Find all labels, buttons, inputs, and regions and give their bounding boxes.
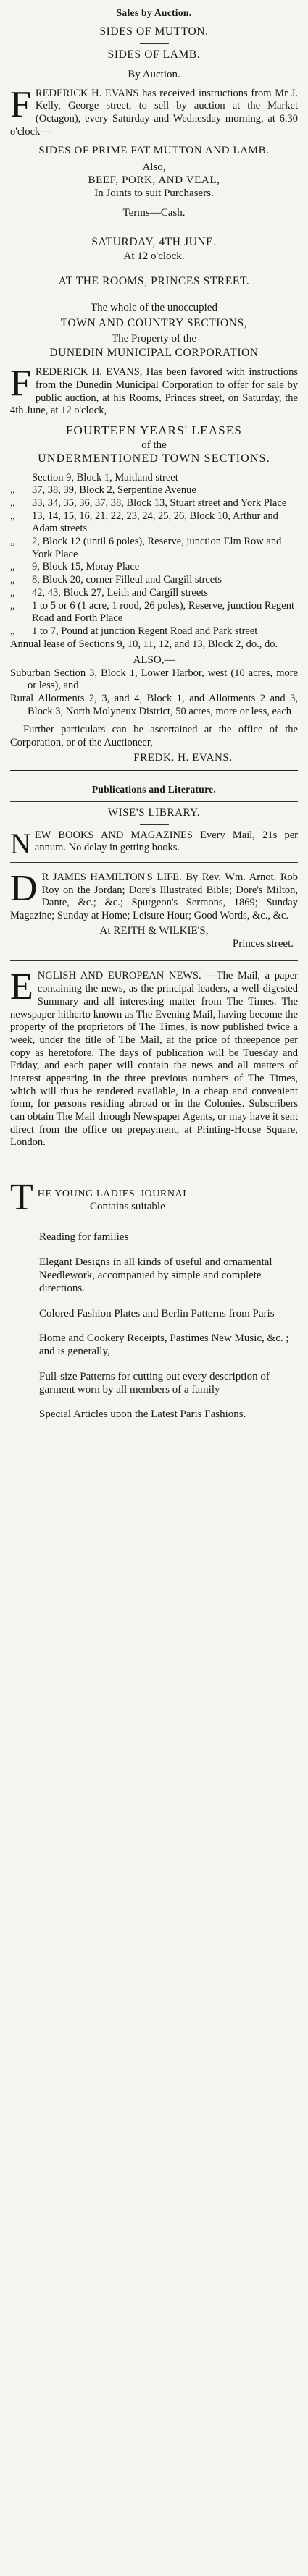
divider xyxy=(140,824,169,825)
lot-item: „ 1 to 7, Pound at junction Regent Road and Park street xyxy=(10,625,258,637)
sale-time: At 12 o'clock. xyxy=(123,250,185,262)
lot-item: Section 9, Block 1, Maitland street xyxy=(32,471,178,483)
signature: FREDK. H. EVANS. xyxy=(133,751,233,764)
divider xyxy=(10,960,298,961)
fourteen-title: FOURTEEN YEARS' LEASES xyxy=(65,423,243,438)
dropcap-d: D xyxy=(10,868,38,910)
sides-prime-title: SIDES OF PRIME FAT MUTTON AND LAMB. xyxy=(38,145,270,157)
corporation-title: DUNEDIN MUNICIPAL CORPORATION xyxy=(49,347,259,360)
evans-notice-mutton: FREDERICK H. EVANS has received instructions from Mr J. Kelly, George street, to sell by auction at the Market (Octagon), every Saturday and Wednesday morning, at 6.30 o'clock— xyxy=(10,83,298,138)
divider xyxy=(10,770,298,772)
reith-wilkie: At REITH & WILKIE'S, xyxy=(99,924,209,937)
dropcap-f: F xyxy=(10,83,31,125)
sale-date: SATURDAY, 4TH JUNE. xyxy=(91,235,217,248)
also-line: Also, xyxy=(142,161,166,173)
at-rooms-title: AT THE ROOMS, PRINCES STREET. xyxy=(58,275,250,288)
beef-title: BEEF, PORK, AND VEAL, xyxy=(88,174,220,186)
new-books-notice: NEW BOOKS AND MAGAZINES Every Mail, 21s per annum. No delay in getting books. xyxy=(10,827,298,860)
wise-library-title: WISE'S LIBRARY. xyxy=(107,807,201,819)
english-news-notice: ENGLISH AND EUROPEAN NEWS. —The Mail, a paper containing the news, as the principal leaders, a well-digested Summary and all interesting matter from The Times. The newspaper hitherto known as The Evening Mail, having become the property of the proprietors of The Times, is now published twice a week, under the title of The Mail, at the price of threepence per copy as heretofore. The days of publication will be Tuesday and Friday, and each paper will contain the news and all matters of interest appearing in the three previous numbers of The Times, which will thus be rendered available, in a cheap and convenient form, for persons residing abroad or in the Colonies. Subscribers can obtain The Mail through Newspaper Agents, or may have it sent direct from the office on prepayment, at Printing-House Square, London. xyxy=(10,966,298,1149)
whole-of-line: The whole of the unoccupied xyxy=(91,301,217,313)
undermentioned-title: UNDERMENTIONED TOWN SECTIONS. xyxy=(38,452,270,465)
lot-item: „ 13, 14, 15, 16, 21, 22, 23, 24, 25, 26, Block 10, Arthur and Adam streets xyxy=(10,510,278,535)
dropcap-f: F xyxy=(10,363,31,405)
ylj-item: Elegant Designs in all kinds of useful and ornamental Needlework, accompanied by simple and complete directions. xyxy=(39,1256,272,1295)
suburban-section: Suburban Section 3, Block 1, Lower Harbor, west (10 acres, more or less), and xyxy=(10,667,298,692)
annual-lease: Annual lease of Sections 9, 10, 11, 12, and 13, Block 2, do., do. xyxy=(10,638,278,650)
town-country-title: TOWN AND COUNTRY SECTIONS, xyxy=(60,317,248,330)
dropcap-e: E xyxy=(10,966,33,1008)
evans-notice-sections: FREDERICK H. EVANS, Has been favored with instructions from the Dunedin Municipal Corporation to offer for sale by public auction, at his Rooms, Princes street, on Saturday, the 4th June, at 12 o'clock, xyxy=(10,363,298,417)
princes-street: Princes street. xyxy=(232,938,294,950)
section-header-publications: Publications and Literature. xyxy=(91,783,217,795)
lot-item: „ 33, 34, 35, 36, 37, 38, Block 13, Stuart street and York Place xyxy=(10,497,287,509)
rural-allotments: Rural Allotments 2, 3, and 4, Block 1, and Allotments 2 and 3, Block 3, North Molyneux District, 50 acres, more or less, each xyxy=(10,692,298,717)
property-of-line: The Property of the xyxy=(111,333,197,345)
terms-line: Terms—Cash. xyxy=(122,206,186,219)
dropcap-t: T xyxy=(10,1177,33,1219)
by-auction-line: By Auction. xyxy=(128,69,180,81)
lot-item: „ 1 to 5 or 6 (1 acre, 1 rood, 26 poles), Reserve, junction Regent Road and Forth Place xyxy=(10,599,295,625)
ylj-item: Special Articles upon the Latest Paris Fashions. xyxy=(39,1409,246,1421)
in-joints-line: In Joints to suit Purchasers. xyxy=(94,187,214,200)
ylj-item: Home and Cookery Receipts, Pastimes New Music, &c. ; and is generally, xyxy=(39,1332,289,1358)
lamb-title: SIDES OF LAMB. xyxy=(107,48,201,62)
ylj-title: HE YOUNG LADIES' JOURNAL xyxy=(37,1188,190,1200)
also-title: ALSO,— xyxy=(133,654,175,667)
lot-item: „ 2, Block 12 (until 6 poles), Reserve, junction Elm Row and York Place xyxy=(10,536,282,560)
lot-item: „ 8, Block 20, corner Filleul and Cargill streets xyxy=(10,574,222,586)
lot-item: „ 37, 38, 39, Block 2, Serpentine Avenue xyxy=(10,484,196,497)
further-particulars: Further particulars can be ascertained at the office of the Corporation, or of the Auctioneer, xyxy=(10,724,298,748)
lot-list xyxy=(10,472,298,638)
lot-item: „ 42, 43, Block 27, Leith and Cargill streets xyxy=(10,586,208,599)
ylj-item: Full-size Patterns for cutting out every description of garment worn by all members of a family xyxy=(39,1370,270,1395)
divider xyxy=(10,801,298,802)
ylj-list xyxy=(10,1230,298,1421)
lot-item: „ 9, Block 15, Moray Place xyxy=(10,561,140,573)
ylj-contains: Contains suitable xyxy=(90,1201,165,1213)
ylj-item: Reading for families xyxy=(39,1231,129,1243)
ylj-header xyxy=(10,1177,298,1219)
section-header-auction: Sales by Auction. xyxy=(116,7,192,18)
ylj-item: Colored Fashion Plates and Berlin Patterns from Paris xyxy=(39,1307,275,1319)
divider xyxy=(140,43,169,44)
dropcap-n: N xyxy=(10,827,31,860)
hamilton-notice: D R JAMES HAMILTON'S LIFE. By Rev. Wm. Arnot. Rob Roy on the Jordan; Dore's Illustrated Bible; Dore's Milton, Dante, &c.; &c.; Spurgeon's Sermons, 1869; Sunday Magazine; Sunday at Home; Leisure Hour; Good Words, &c., &c. xyxy=(10,868,298,922)
divider xyxy=(10,862,298,863)
of-the-line: of the xyxy=(141,439,167,451)
mutton-title: SIDES OF MUTTON. xyxy=(99,25,209,38)
